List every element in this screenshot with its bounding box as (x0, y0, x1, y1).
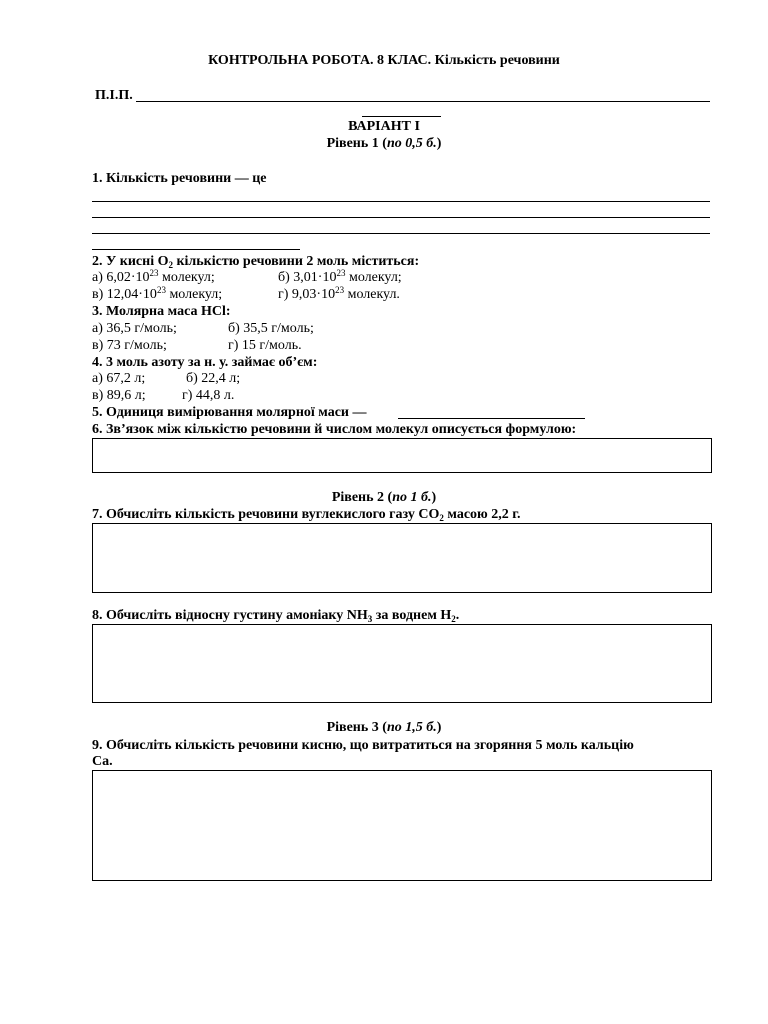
question-1: 1. Кількість речовини — це (92, 171, 267, 186)
q5-answer-line[interactable] (398, 418, 585, 419)
q2-option-b: б) $3,01\cdot 10^{23}$ молекул; (278, 268, 402, 285)
answer-line (92, 217, 710, 218)
q4-option-b: б) 22,4 л; (186, 371, 241, 386)
variant-top-rule (362, 116, 441, 117)
question-9-line2: Ca. (92, 754, 113, 769)
question-2: 2. У кисні $O_2$ кількістю речовини 2 моль міститься: (92, 254, 420, 270)
q9-answer-box[interactable] (92, 770, 712, 881)
pib-underline (136, 101, 710, 102)
level1-heading: Рівень 1 (по 0,5 б.) (326, 136, 442, 151)
q4-option-v: в) 89,6 л; (92, 388, 146, 403)
level3-heading: Рівень 3 (по 1,5 б.) (326, 720, 442, 735)
answer-line (92, 233, 710, 234)
question-4: 4. 3 моль азоту за н. у. займає об’єм: (92, 355, 318, 370)
question-8: 8. Обчисліть відносну густину амоніаку $NH_3$ за воднем $H_2$. (92, 608, 460, 624)
answer-line (92, 249, 300, 250)
question-9-line1: 9. Обчисліть кількість речовини кисню, що витратиться на згоряння 5 моль кальцію (92, 738, 634, 753)
level2-heading: Рівень 2 (по 1 б.) (331, 490, 437, 505)
q4-option-g: г) 44,8 л. (182, 388, 235, 403)
question-3: 3. Молярна маса HCl: (92, 304, 231, 319)
question-7: 7. Обчисліть кількість речовини вуглекислого газу $CO_2$ масою 2,2 г. (92, 507, 521, 523)
question-6: 6. Зв’язок між кількістю речовини й числом молекул описується формулою: (92, 422, 577, 437)
q3-option-v: в) 73 г/моль; (92, 338, 167, 353)
q3-option-a: а) 36,5 г/моль; (92, 321, 177, 336)
q2-option-g: г) $9,03\cdot 10^{23}$ молекул. (278, 285, 400, 302)
q4-option-a: а) 67,2 л; (92, 371, 146, 386)
q3-option-g: г) 15 г/моль. (228, 338, 302, 353)
q2-option-v: в) $12,04\cdot 10^{23}$ молекул; (92, 285, 223, 302)
answer-line (92, 201, 710, 202)
variant-label: ВАРІАНТ І (348, 119, 420, 134)
page-title: КОНТРОЛЬНА РОБОТА. 8 КЛАС. Кількість речовини (208, 53, 560, 68)
question-5: 5. Одиниця вимірювання молярної маси — (92, 405, 367, 420)
q3-option-b: б) 35,5 г/моль; (228, 321, 314, 336)
pib-label: П.І.П. (95, 88, 133, 103)
q2-option-a: а) $6,02\cdot 10^{23}$ молекул; (92, 268, 215, 285)
q8-answer-box[interactable] (92, 624, 712, 703)
q6-answer-box[interactable] (92, 438, 712, 473)
q7-answer-box[interactable] (92, 523, 712, 593)
